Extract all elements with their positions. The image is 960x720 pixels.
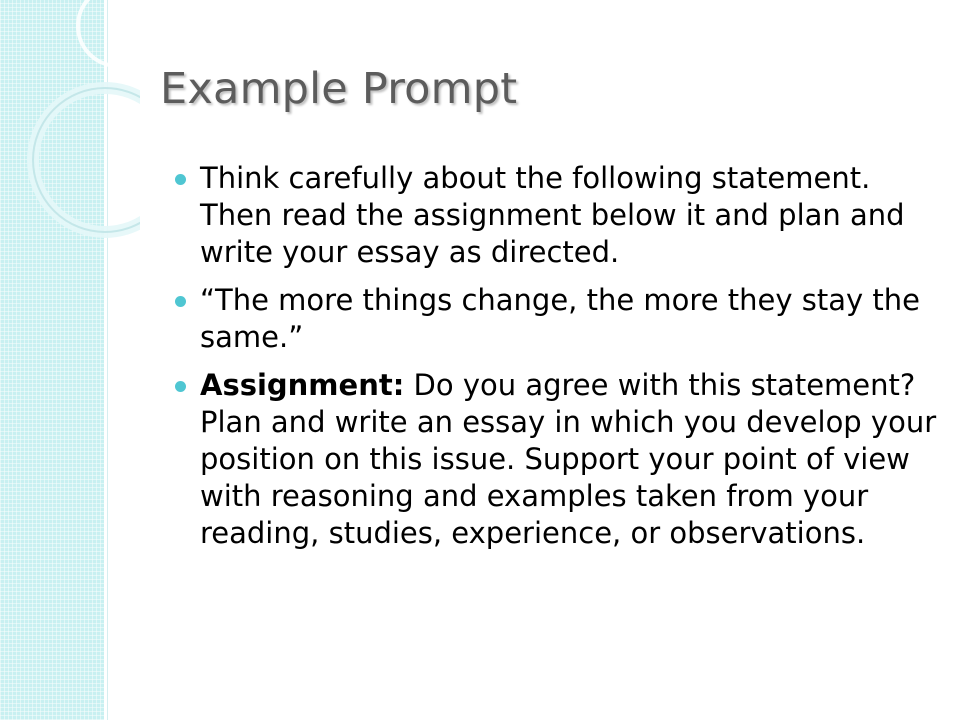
bullet-item (200, 282, 940, 356)
decorative-circle-icon (0, 0, 140, 260)
bullet-text: “The more things change, the more they stay the same.” (200, 283, 920, 354)
bullet-dot-icon (175, 296, 186, 307)
bullet-text: Do you agree with this statement? Plan and write an essay in which you develop your position on this issue. Support your point of view with reasoning and examples taken from your reading, studies, experience, or observations. (200, 368, 937, 550)
bullet-item (200, 367, 940, 552)
bullet-list (200, 160, 940, 563)
slide-title: Example Prompt (160, 64, 518, 114)
bullet-dot-icon (175, 381, 186, 392)
bullet-lead: Assignment: (200, 368, 405, 402)
bullet-text: Think carefully about the following statement. Then read the assignment below it and plan and write your essay as directed. (200, 161, 905, 269)
bullet-item (200, 160, 940, 271)
bullet-dot-icon (175, 174, 186, 185)
